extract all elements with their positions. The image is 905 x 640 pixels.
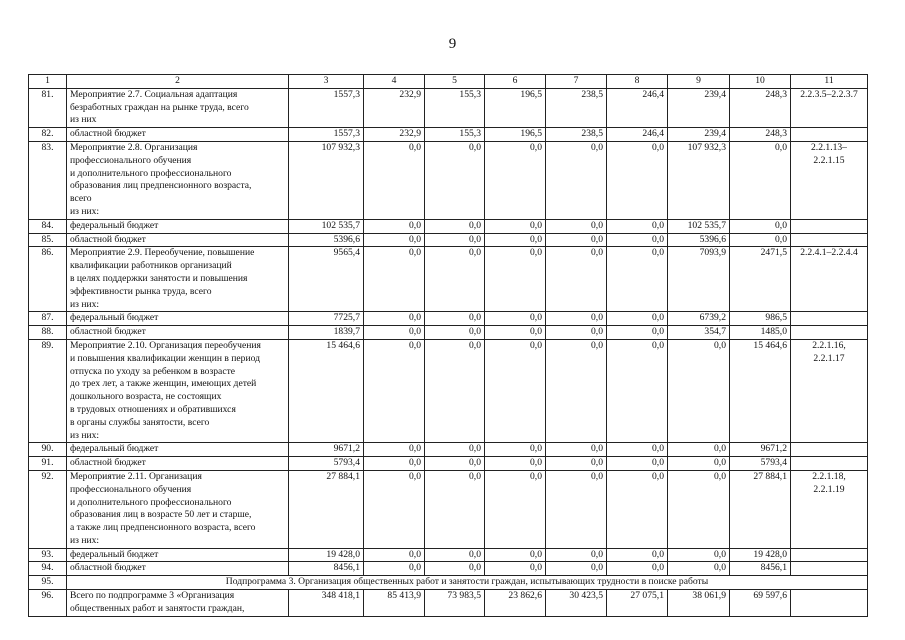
header-cell: 5 xyxy=(425,75,485,89)
value-cell: 15 464,6 xyxy=(289,339,364,442)
table-row xyxy=(29,562,868,576)
value-cell: 0,0 xyxy=(425,339,485,442)
value-cell: 0,0 xyxy=(607,233,668,247)
row-number: 92. xyxy=(29,470,67,548)
value-cell: 0,0 xyxy=(485,326,546,340)
value-cell: 155,3 xyxy=(425,88,485,127)
item-name: федеральный бюджет xyxy=(67,443,289,457)
task-code xyxy=(791,128,868,142)
value-cell: 0,0 xyxy=(364,457,425,471)
value-cell: 0,0 xyxy=(364,443,425,457)
item-name: Всего по подпрограмме 3 «Организация общественных работ и занятости граждан, xyxy=(67,590,289,617)
value-cell: 238,5 xyxy=(546,128,607,142)
value-cell: 0,0 xyxy=(364,339,425,442)
row-number: 81. xyxy=(29,88,67,127)
value-cell: 0,0 xyxy=(425,233,485,247)
value-cell: 2471,5 xyxy=(730,247,791,312)
task-code xyxy=(791,326,868,340)
page-number: 9 xyxy=(448,36,457,52)
table-row xyxy=(29,590,868,617)
item-name: областной бюджет xyxy=(67,562,289,576)
row-number: 91. xyxy=(29,457,67,471)
value-cell: 6739,2 xyxy=(668,312,730,326)
value-cell: 0,0 xyxy=(425,443,485,457)
value-cell: 0,0 xyxy=(546,470,607,548)
table-row xyxy=(29,233,868,247)
value-cell: 0,0 xyxy=(546,457,607,471)
table-row xyxy=(29,247,868,312)
header-cell: 11 xyxy=(791,75,868,89)
task-code: 2.2.1.16, 2.2.1.17 xyxy=(791,339,868,442)
value-cell: 239,4 xyxy=(668,88,730,127)
item-name: областной бюджет xyxy=(67,457,289,471)
table-row xyxy=(29,457,868,471)
item-name: областной бюджет xyxy=(67,326,289,340)
value-cell: 0,0 xyxy=(485,548,546,562)
value-cell: 0,0 xyxy=(546,562,607,576)
value-cell: 0,0 xyxy=(485,312,546,326)
value-cell: 0,0 xyxy=(607,326,668,340)
section-title: Подпрограмма 3. Организация общественных работ и занятости граждан, испытывающих трудности в поиске работы xyxy=(67,576,868,590)
table-row xyxy=(29,470,868,548)
task-code xyxy=(791,562,868,576)
table-row xyxy=(29,326,868,340)
value-cell: 155,3 xyxy=(425,128,485,142)
value-cell: 5793,4 xyxy=(730,457,791,471)
task-code: 2.2.4.1–2.2.4.4 xyxy=(791,247,868,312)
value-cell: 196,5 xyxy=(485,88,546,127)
value-cell: 0,0 xyxy=(425,247,485,312)
task-code xyxy=(791,590,868,617)
task-code xyxy=(791,548,868,562)
item-name: Мероприятие 2.11. Организация профессионального обучения и дополнительного профессионального образования лиц в возрасте 50 лет и старше, а также лиц предпенсионного возраста, всего из них: xyxy=(67,470,289,548)
value-cell: 30 423,5 xyxy=(546,590,607,617)
value-cell: 7725,7 xyxy=(289,312,364,326)
value-cell: 0,0 xyxy=(668,548,730,562)
value-cell: 0,0 xyxy=(668,339,730,442)
value-cell: 73 983,5 xyxy=(425,590,485,617)
item-name: федеральный бюджет xyxy=(67,219,289,233)
item-name: Мероприятие 2.10. Организация переобучения и повышения квалификации женщин в период отпуска по уходу за ребенком в возрасте до трех лет, а также женщин, имеющих детей дошкольного возраста, не состоящих в трудовых отношениях и обратившихся в органы службы занятости, всего из них: xyxy=(67,339,289,442)
table-row xyxy=(29,219,868,233)
value-cell: 986,5 xyxy=(730,312,791,326)
item-name: Мероприятие 2.7. Социальная адаптация безработных граждан на рынке труда, всего из них xyxy=(67,88,289,127)
value-cell: 0,0 xyxy=(364,219,425,233)
value-cell: 248,3 xyxy=(730,128,791,142)
value-cell: 7093,9 xyxy=(668,247,730,312)
task-code xyxy=(791,457,868,471)
value-cell: 0,0 xyxy=(607,219,668,233)
value-cell: 0,0 xyxy=(485,339,546,442)
value-cell: 9671,2 xyxy=(730,443,791,457)
value-cell: 0,0 xyxy=(546,326,607,340)
value-cell: 38 061,9 xyxy=(668,590,730,617)
row-number: 84. xyxy=(29,219,67,233)
value-cell: 196,5 xyxy=(485,128,546,142)
value-cell: 0,0 xyxy=(485,247,546,312)
value-cell: 5396,6 xyxy=(289,233,364,247)
value-cell: 0,0 xyxy=(364,233,425,247)
row-number: 95. xyxy=(29,576,67,590)
value-cell: 23 862,6 xyxy=(485,590,546,617)
row-number: 89. xyxy=(29,339,67,442)
task-code: 2.2.1.18, 2.2.1.19 xyxy=(791,470,868,548)
header-cell: 6 xyxy=(485,75,546,89)
value-cell: 1557,3 xyxy=(289,88,364,127)
task-code xyxy=(791,443,868,457)
value-cell: 5793,4 xyxy=(289,457,364,471)
value-cell: 8456,1 xyxy=(289,562,364,576)
value-cell: 1839,7 xyxy=(289,326,364,340)
value-cell: 0,0 xyxy=(425,457,485,471)
value-cell: 354,7 xyxy=(668,326,730,340)
value-cell: 232,9 xyxy=(364,128,425,142)
header-cell: 7 xyxy=(546,75,607,89)
row-number: 86. xyxy=(29,247,67,312)
row-number: 94. xyxy=(29,562,67,576)
value-cell: 1485,0 xyxy=(730,326,791,340)
value-cell: 0,0 xyxy=(607,562,668,576)
value-cell: 0,0 xyxy=(546,219,607,233)
value-cell: 0,0 xyxy=(668,443,730,457)
value-cell: 0,0 xyxy=(485,443,546,457)
value-cell: 0,0 xyxy=(730,141,791,219)
value-cell: 102 535,7 xyxy=(668,219,730,233)
value-cell: 19 428,0 xyxy=(289,548,364,562)
value-cell: 0,0 xyxy=(546,312,607,326)
value-cell: 0,0 xyxy=(485,457,546,471)
value-cell: 1557,3 xyxy=(289,128,364,142)
item-name: областной бюджет xyxy=(67,233,289,247)
header-cell: 1 xyxy=(29,75,67,89)
task-code: 2.2.3.5–2.2.3.7 xyxy=(791,88,868,127)
section-row xyxy=(29,576,868,590)
value-cell: 0,0 xyxy=(485,470,546,548)
value-cell: 0,0 xyxy=(425,562,485,576)
value-cell: 0,0 xyxy=(546,247,607,312)
value-cell: 239,4 xyxy=(668,128,730,142)
value-cell: 246,4 xyxy=(607,128,668,142)
value-cell: 232,9 xyxy=(364,88,425,127)
value-cell: 0,0 xyxy=(425,548,485,562)
item-name: федеральный бюджет xyxy=(67,548,289,562)
value-cell: 15 464,6 xyxy=(730,339,791,442)
value-cell: 0,0 xyxy=(364,141,425,219)
row-number: 87. xyxy=(29,312,67,326)
value-cell: 0,0 xyxy=(425,219,485,233)
value-cell: 0,0 xyxy=(485,562,546,576)
value-cell: 85 413,9 xyxy=(364,590,425,617)
value-cell: 27 884,1 xyxy=(730,470,791,548)
table-row xyxy=(29,548,868,562)
value-cell: 5396,6 xyxy=(668,233,730,247)
value-cell: 27 075,1 xyxy=(607,590,668,617)
value-cell: 0,0 xyxy=(607,457,668,471)
value-cell: 0,0 xyxy=(485,219,546,233)
value-cell: 0,0 xyxy=(607,548,668,562)
item-name: Мероприятие 2.8. Организация профессионального обучения и дополнительного профессионального образования лиц предпенсионного возраста, всего из них: xyxy=(67,141,289,219)
value-cell: 0,0 xyxy=(546,339,607,442)
item-name: областной бюджет xyxy=(67,128,289,142)
value-cell: 0,0 xyxy=(607,312,668,326)
value-cell: 0,0 xyxy=(425,141,485,219)
header-row xyxy=(29,75,868,89)
value-cell: 0,0 xyxy=(546,443,607,457)
header-cell: 4 xyxy=(364,75,425,89)
value-cell: 0,0 xyxy=(485,141,546,219)
value-cell: 0,0 xyxy=(364,470,425,548)
value-cell: 0,0 xyxy=(546,548,607,562)
table-row xyxy=(29,88,868,127)
value-cell: 0,0 xyxy=(364,548,425,562)
value-cell: 348 418,1 xyxy=(289,590,364,617)
row-number: 93. xyxy=(29,548,67,562)
value-cell: 102 535,7 xyxy=(289,219,364,233)
row-number: 96. xyxy=(29,590,67,617)
table-body xyxy=(29,75,868,617)
value-cell: 0,0 xyxy=(546,233,607,247)
value-cell: 27 884,1 xyxy=(289,470,364,548)
table-row xyxy=(29,339,868,442)
item-name: федеральный бюджет xyxy=(67,312,289,326)
value-cell: 19 428,0 xyxy=(730,548,791,562)
task-code xyxy=(791,233,868,247)
value-cell: 0,0 xyxy=(425,470,485,548)
value-cell: 0,0 xyxy=(607,141,668,219)
value-cell: 0,0 xyxy=(546,141,607,219)
table-row xyxy=(29,128,868,142)
value-cell: 0,0 xyxy=(425,326,485,340)
task-code xyxy=(791,312,868,326)
value-cell: 0,0 xyxy=(668,470,730,548)
row-number: 85. xyxy=(29,233,67,247)
table-row xyxy=(29,312,868,326)
budget-table xyxy=(28,74,868,617)
value-cell: 0,0 xyxy=(730,219,791,233)
header-cell: 10 xyxy=(730,75,791,89)
value-cell: 9671,2 xyxy=(289,443,364,457)
value-cell: 238,5 xyxy=(546,88,607,127)
row-number: 90. xyxy=(29,443,67,457)
value-cell: 0,0 xyxy=(364,326,425,340)
value-cell: 0,0 xyxy=(607,470,668,548)
value-cell: 9565,4 xyxy=(289,247,364,312)
row-number: 82. xyxy=(29,128,67,142)
value-cell: 0,0 xyxy=(607,247,668,312)
header-cell: 2 xyxy=(67,75,289,89)
item-name: Мероприятие 2.9. Переобучение, повышение квалификации работников организаций в целях поддержки занятости и повышения эффективности рынка труда, всего из них: xyxy=(67,247,289,312)
row-number: 88. xyxy=(29,326,67,340)
value-cell: 0,0 xyxy=(668,562,730,576)
value-cell: 0,0 xyxy=(730,233,791,247)
row-number: 83. xyxy=(29,141,67,219)
value-cell: 0,0 xyxy=(364,312,425,326)
value-cell: 107 932,3 xyxy=(289,141,364,219)
value-cell: 0,0 xyxy=(668,457,730,471)
header-cell: 8 xyxy=(607,75,668,89)
header-cell: 3 xyxy=(289,75,364,89)
header-cell: 9 xyxy=(668,75,730,89)
value-cell: 246,4 xyxy=(607,88,668,127)
value-cell: 0,0 xyxy=(607,339,668,442)
value-cell: 107 932,3 xyxy=(668,141,730,219)
table-row xyxy=(29,443,868,457)
value-cell: 0,0 xyxy=(425,312,485,326)
task-code xyxy=(791,219,868,233)
value-cell: 0,0 xyxy=(485,233,546,247)
value-cell: 248,3 xyxy=(730,88,791,127)
task-code: 2.2.1.13– 2.2.1.15 xyxy=(791,141,868,219)
value-cell: 69 597,6 xyxy=(730,590,791,617)
value-cell: 0,0 xyxy=(364,247,425,312)
value-cell: 8456,1 xyxy=(730,562,791,576)
value-cell: 0,0 xyxy=(607,443,668,457)
value-cell: 0,0 xyxy=(364,562,425,576)
table-row xyxy=(29,141,868,219)
